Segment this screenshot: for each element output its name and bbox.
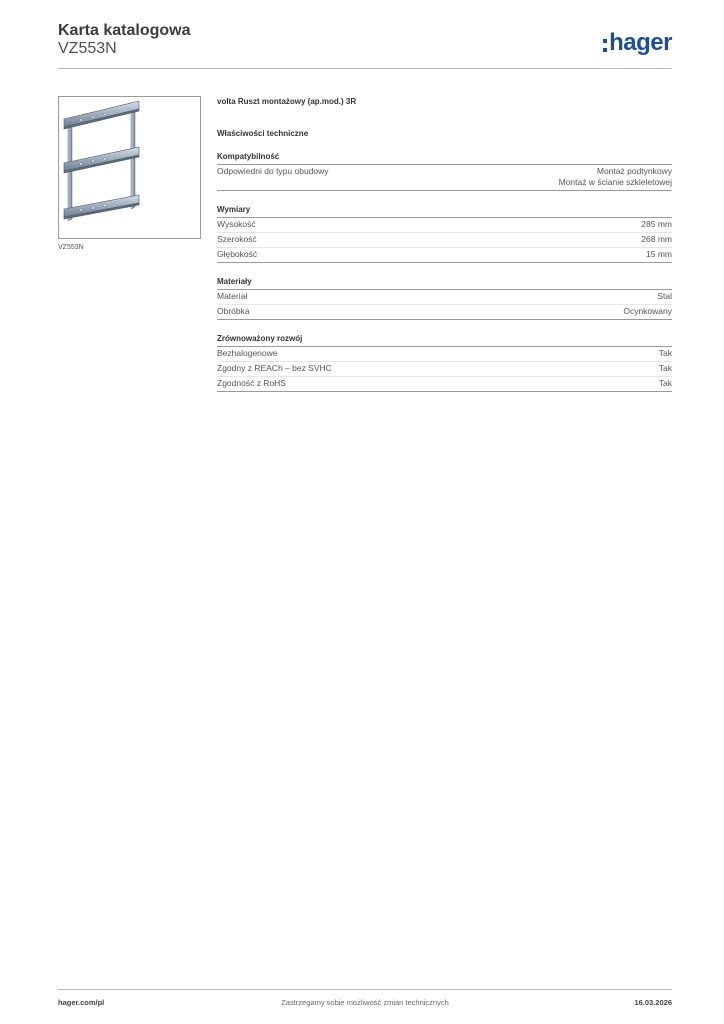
spec-value: Tak: [658, 348, 672, 358]
spec-value: Stal: [657, 291, 672, 301]
section-title: Zrównoważony rozwój: [217, 334, 672, 347]
spec-row: [217, 218, 672, 233]
spec-value: [559, 166, 672, 188]
spec-label: Wysokość: [217, 219, 256, 229]
footer-date: 16.03.2026: [634, 998, 672, 1007]
spec-label: Głębokość: [217, 249, 258, 259]
spec-label: Materiał: [217, 291, 248, 301]
spec-value-line: Montaż podtynkowy: [596, 166, 672, 176]
product-details: [217, 97, 672, 392]
document-title: Karta katalogowa: [58, 22, 191, 39]
footer-notice: Zastrzegamy sobie możliwość zmian technicznych: [281, 998, 449, 1007]
spec-label: Szerokość: [217, 234, 257, 244]
section-dimensions: [217, 205, 672, 263]
technical-properties-heading: Właściwości techniczne: [217, 129, 309, 138]
website-link[interactable]: hager.com/pl: [58, 998, 105, 1007]
spec-value: Tak: [658, 363, 672, 373]
image-caption: VZ553N: [58, 244, 84, 251]
spec-row: [217, 248, 672, 263]
spec-label: Zgodność z RoHS: [217, 378, 286, 388]
spec-row: [217, 290, 672, 305]
spec-value-line: Montaż w ścianie szkieletowej: [558, 177, 672, 187]
section-sustainability: [217, 334, 672, 392]
logo-dots-icon: [603, 39, 607, 52]
section-title: Wymiary: [217, 205, 672, 218]
product-name: volta Ruszt montażowy (ap.mod.) 3R: [217, 97, 357, 106]
spec-value: 285 mm: [641, 219, 672, 229]
spec-value: Ocynkowany: [623, 306, 672, 316]
spec-value: 268 mm: [641, 234, 672, 244]
section-materials: [217, 277, 672, 320]
spec-row: [217, 347, 672, 362]
spec-row: [217, 362, 672, 377]
product-code: VZ553N: [58, 40, 117, 57]
spec-label: Zgodny z REACh – bez SVHC: [217, 363, 332, 373]
product-image: [58, 96, 201, 239]
spec-label: Odpowiedni do typu obudowy: [217, 166, 329, 176]
spec-value: 15 mm: [646, 249, 672, 259]
logo-text: hager: [609, 29, 672, 56]
footer-divider: [58, 989, 672, 990]
hager-logo[interactable]: [603, 30, 672, 56]
spec-value: Tak: [658, 378, 672, 388]
section-compatibility: [217, 152, 672, 191]
page-header: [58, 22, 672, 68]
spec-row: [217, 165, 672, 191]
spec-label: Obróbka: [217, 306, 250, 316]
section-title: Kompatybilność: [217, 152, 672, 165]
spec-row: [217, 233, 672, 248]
section-title: Materiały: [217, 277, 672, 290]
spec-row: [217, 377, 672, 392]
spec-label: Bezhalogenowe: [217, 348, 278, 358]
mounting-rack-illustration: [59, 97, 200, 238]
spec-row: [217, 305, 672, 320]
header-divider: [58, 68, 672, 69]
